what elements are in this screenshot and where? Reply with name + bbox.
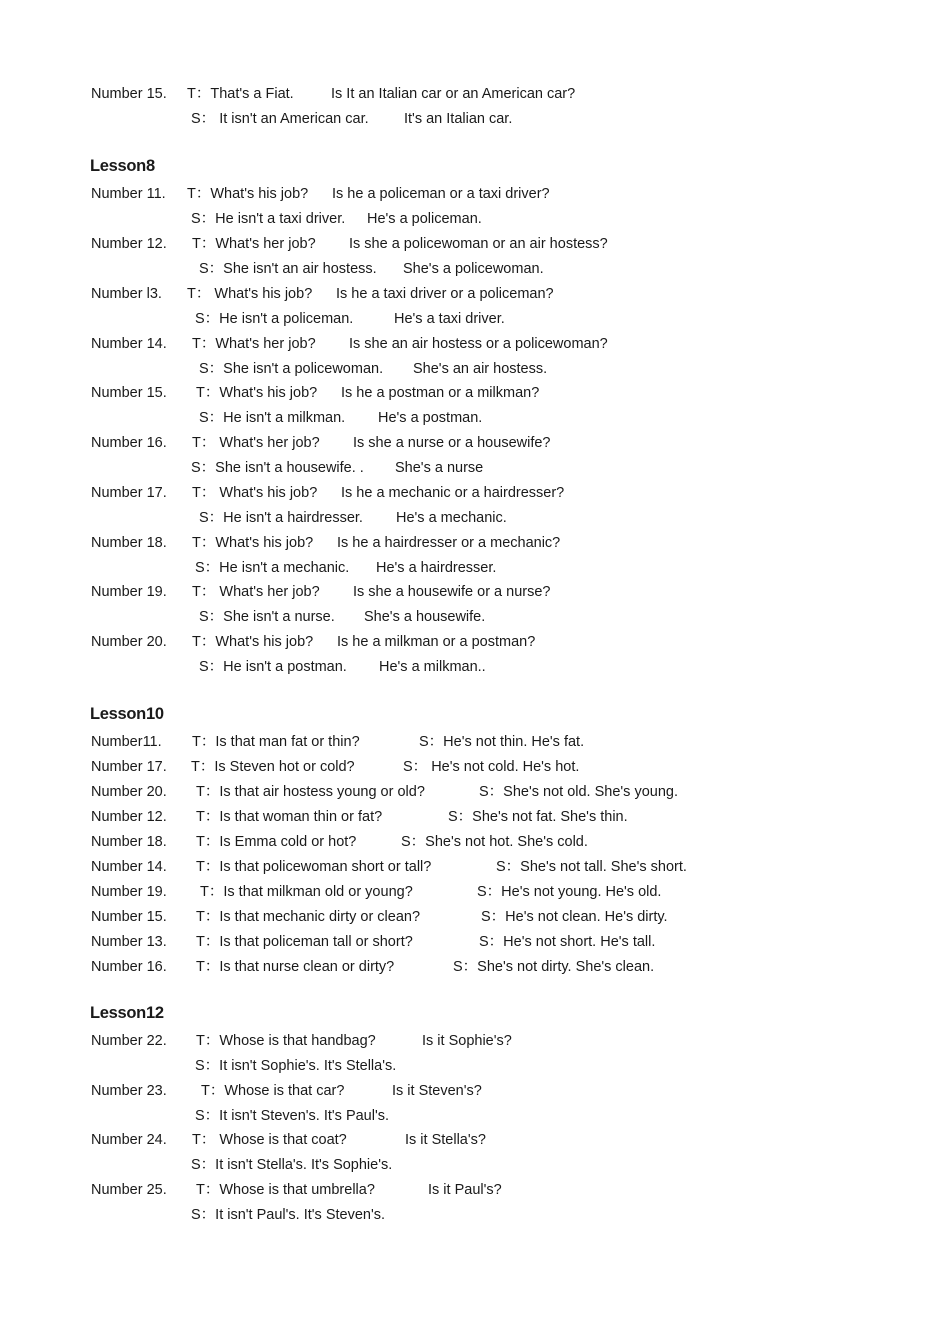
l10-label: Number 16. xyxy=(91,959,167,975)
l8-t1: T：What's her job? xyxy=(192,336,316,352)
l10-label: Number 15. xyxy=(91,909,167,925)
l10-s: S：She's not old. She's young. xyxy=(479,784,678,800)
l8-label: Number 14. xyxy=(91,336,167,352)
l8-t1: T：What's his job? xyxy=(192,634,314,650)
l12-t2: Is it Sophie's? xyxy=(422,1033,512,1049)
l8-t2: Is she a nurse or a housewife? xyxy=(353,435,551,451)
l8-t2: Is she a housewife or a nurse? xyxy=(353,584,551,600)
l10-s: S：He's not clean. He's dirty. xyxy=(481,909,668,925)
l10-label: Number 19. xyxy=(91,884,167,900)
lesson8-heading: Lesson8 xyxy=(90,157,155,175)
l10-s: S：He's not young. He's old. xyxy=(477,884,662,900)
l10-s: S： He's not cold. He's hot. xyxy=(403,759,580,775)
l8-t2: Is he a postman or a milkman? xyxy=(341,385,540,401)
l10-s: S：She's not tall. She's short. xyxy=(496,859,687,875)
l8-s2: He's a hairdresser. xyxy=(376,560,497,576)
l8-label: Number 15. xyxy=(91,385,167,401)
l8-label: Number 18. xyxy=(91,535,167,551)
l12-label: Number 25. xyxy=(91,1182,167,1198)
l12-t2: Is it Paul's? xyxy=(428,1182,502,1198)
l10-t: T：Is that mechanic dirty or clean? xyxy=(196,909,421,925)
l10-s: S：She's not fat. She's thin. xyxy=(448,809,628,825)
l10-label: Number 12. xyxy=(91,809,167,825)
l8-t1: T：What's his job? xyxy=(187,186,309,202)
student-answer-2: It's an Italian car. xyxy=(404,111,513,127)
l8-s2: She's a nurse xyxy=(395,460,484,476)
l10-t: T：Is that nurse clean or dirty? xyxy=(196,959,395,975)
l10-label: Number 13. xyxy=(91,934,167,950)
l8-t1: T： What's her job? xyxy=(192,435,320,451)
l8-t1: T： What's his job? xyxy=(192,485,318,501)
l8-s2: She's a housewife. xyxy=(364,609,486,625)
l8-s1: S：She isn't an air hostess. xyxy=(199,261,377,277)
l8-s1: S：She isn't a nurse. xyxy=(199,609,335,625)
l12-s: S：It isn't Steven's. It's Paul's. xyxy=(195,1108,390,1124)
l8-label: Number 11. xyxy=(91,186,166,202)
l10-s: S：He's not thin. He's fat. xyxy=(419,734,585,750)
l8-t1: T： What's his job? xyxy=(187,286,313,302)
intro-label: Number 15. xyxy=(91,86,167,102)
l10-t: T：Is that air hostess young or old? xyxy=(196,784,425,800)
l8-s1: S：He isn't a policeman. xyxy=(195,311,354,327)
l8-t1: T： What's her job? xyxy=(192,584,320,600)
l10-label: Number 18. xyxy=(91,834,167,850)
l8-t2: Is he a policeman or a taxi driver? xyxy=(332,186,550,202)
l10-t: T：Is Emma cold or hot? xyxy=(196,834,357,850)
l12-s: S：It isn't Paul's. It's Steven's. xyxy=(191,1207,386,1223)
l8-t2: Is he a hairdresser or a mechanic? xyxy=(337,535,561,551)
l8-s1: S：He isn't a taxi driver. xyxy=(191,211,346,227)
l8-label: Number 19. xyxy=(91,584,167,600)
l8-s2: She's an air hostess. xyxy=(413,361,548,377)
l10-t: T：Is that man fat or thin? xyxy=(192,734,360,750)
l12-t1: T：Whose is that umbrella? xyxy=(196,1182,375,1198)
l12-label: Number 23. xyxy=(91,1083,167,1099)
l8-t1: T：What's his job? xyxy=(192,535,314,551)
l12-s: S：It isn't Stella's. It's Sophie's. xyxy=(191,1157,393,1173)
l12-s: S：It isn't Sophie's. It's Stella's. xyxy=(195,1058,397,1074)
l10-s: S：She's not hot. She's cold. xyxy=(401,834,588,850)
l10-label: Number11. xyxy=(91,734,162,750)
l8-s1: S：He isn't a hairdresser. xyxy=(199,510,363,526)
l8-t1: T：What's her job? xyxy=(192,236,316,252)
l8-s1: S：He isn't a milkman. xyxy=(199,410,346,426)
l12-label: Number 22. xyxy=(91,1033,167,1049)
l10-t: T：Is that policewoman short or tall? xyxy=(196,859,432,875)
l8-t2: Is he a mechanic or a hairdresser? xyxy=(341,485,565,501)
l8-s2: He's a policeman. xyxy=(367,211,482,227)
l10-label: Number 17. xyxy=(91,759,167,775)
lesson12-heading: Lesson12 xyxy=(90,1004,164,1022)
lesson10-heading: Lesson10 xyxy=(90,705,164,723)
l10-t: T：Is that policeman tall or short? xyxy=(196,934,413,950)
l8-s2: He's a postman. xyxy=(378,410,483,426)
l8-s1: S：She isn't a policewoman. xyxy=(199,361,384,377)
l12-t2: Is it Steven's? xyxy=(392,1083,482,1099)
student-answer: S： It isn't an American car. xyxy=(191,111,369,127)
l10-t: T：Is that woman thin or fat? xyxy=(196,809,383,825)
l8-s1: S：She isn't a housewife. . xyxy=(191,460,364,476)
l12-label: Number 24. xyxy=(91,1132,167,1148)
l12-t1: T：Whose is that handbag? xyxy=(196,1033,376,1049)
teacher-question-2: Is It an Italian car or an American car? xyxy=(331,86,576,102)
l12-t1: T： Whose is that coat? xyxy=(192,1132,347,1148)
teacher-question: T：That's a Fiat. xyxy=(187,86,294,102)
l10-label: Number 20. xyxy=(91,784,167,800)
l8-s2: He's a taxi driver. xyxy=(394,311,505,327)
l8-s1: S：He isn't a postman. xyxy=(199,659,347,675)
l8-s2: He's a milkman.. xyxy=(379,659,486,675)
l8-label: Number l3. xyxy=(91,286,162,302)
l12-t1: T：Whose is that car? xyxy=(201,1083,345,1099)
l10-s: S：She's not dirty. She's clean. xyxy=(453,959,655,975)
l8-t1: T：What's his job? xyxy=(196,385,318,401)
l8-s2: She's a policewoman. xyxy=(403,261,544,277)
l12-t2: Is it Stella's? xyxy=(405,1132,486,1148)
l10-label: Number 14. xyxy=(91,859,167,875)
l8-t2: Is she an air hostess or a policewoman? xyxy=(349,336,608,352)
l8-t2: Is he a milkman or a postman? xyxy=(337,634,536,650)
l10-s: S：He's not short. He's tall. xyxy=(479,934,656,950)
l8-label: Number 17. xyxy=(91,485,167,501)
l8-t2: Is he a taxi driver or a policeman? xyxy=(336,286,554,302)
l8-label: Number 16. xyxy=(91,435,167,451)
l8-s1: S：He isn't a mechanic. xyxy=(195,560,350,576)
l8-label: Number 12. xyxy=(91,236,167,252)
l10-t: T：Is that milkman old or young? xyxy=(200,884,413,900)
l8-t2: Is she a policewoman or an air hostess? xyxy=(349,236,608,252)
l8-s2: He's a mechanic. xyxy=(396,510,507,526)
l10-t: T：Is Steven hot or cold? xyxy=(191,759,355,775)
l8-label: Number 20. xyxy=(91,634,167,650)
